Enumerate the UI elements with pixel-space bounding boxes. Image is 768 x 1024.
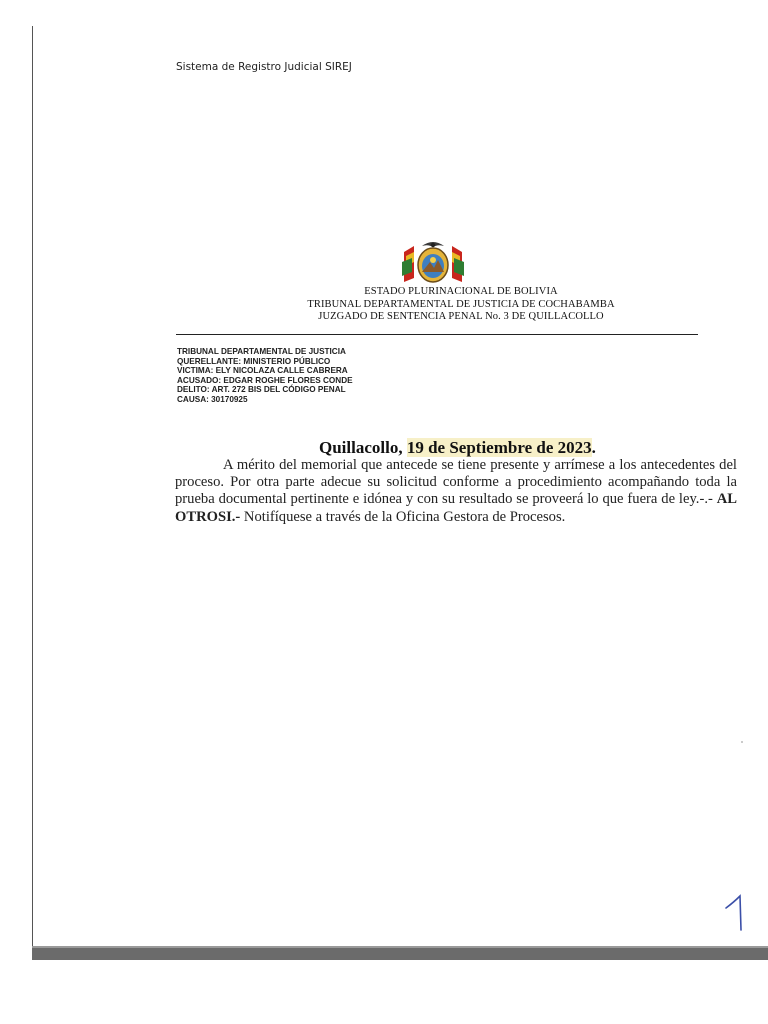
scan-left-edge — [32, 26, 33, 956]
header-divider — [176, 334, 698, 335]
decree-otrosi: AL OTROSI.- — [175, 491, 737, 525]
case-victima: VICTIMA: ELY NICOLAZA CALLE CABRERA — [177, 366, 348, 376]
case-delito: DELITO: ART. 272 BIS DEL CÓDIGO PENAL — [177, 385, 346, 395]
institution-line-1: ESTADO PLURINACIONAL DE BOLIVIA — [364, 286, 558, 297]
date-end: . — [591, 438, 596, 457]
date-line — [319, 438, 596, 458]
scan-speck — [741, 741, 743, 743]
system-header: Sistema de Registro Judicial SIREJ — [176, 61, 352, 73]
case-info-block — [177, 347, 353, 405]
date-place: Quillacollo, — [319, 438, 407, 457]
institution-line-3: JUZGADO DE SENTENCIA PENAL No. 3 DE QUILLACOLLO — [318, 311, 604, 322]
decree-body — [175, 457, 737, 526]
case-acusado: ACUSADO: EDGAR ROGHE FLORES CONDE — [177, 375, 353, 385]
case-tribunal: TRIBUNAL DEPARTAMENTAL DE JUSTICIA — [177, 347, 346, 356]
case-querellante: QUERELLANTE: MINISTERIO PÚBLICO — [177, 356, 331, 366]
folio-number-mark — [724, 894, 754, 934]
institution-line-2: TRIBUNAL DEPARTAMENTAL DE JUSTICIA DE COCHABAMBA — [307, 299, 615, 310]
date-highlighted: 19 de Septiembre de 2023 — [406, 438, 592, 457]
decree-main-text: A mérito del memorial que antecede se tiene presente y arrímese a los antecedentes del proceso. Por otra parte adecue su solicitud conforme a procedimiento acompañando toda la prueba documental pertinente e idónea y con su resultado se proveerá lo que fuera de ley.-.- — [175, 457, 737, 508]
case-causa: CAUSA: 30170925 — [177, 394, 248, 404]
bolivia-coat-of-arms-icon — [400, 238, 466, 286]
decree-closing: Notifíquese a través de la Oficina Gestora de Procesos. — [240, 508, 566, 525]
scan-bottom-edge — [32, 948, 768, 960]
